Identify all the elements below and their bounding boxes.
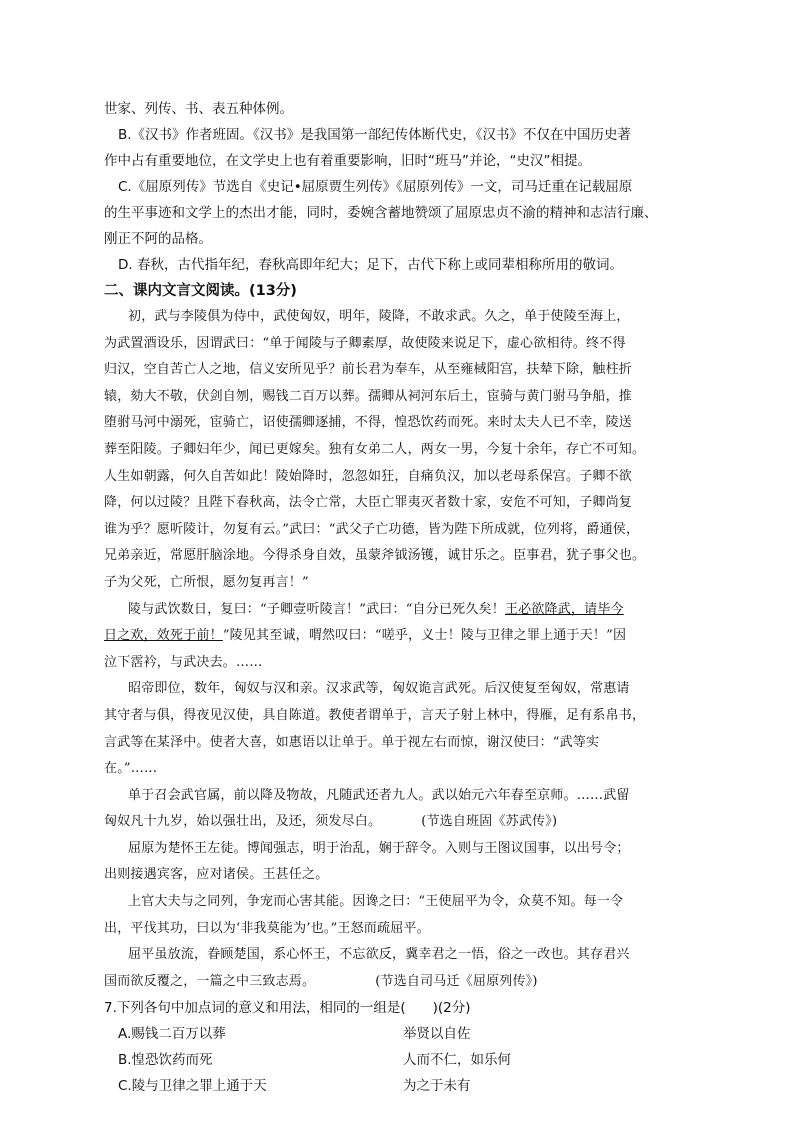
passage-line: 单于召会武官属，前以降及物故，凡随武还者九人。武以始元六年春至京师。……武留	[128, 787, 630, 803]
passage-line: 在。”……	[104, 761, 158, 777]
passage-line: 国而欲反覆之，一篇之中三致志焉。 (节选自司马迁《屈原列传》)	[104, 969, 684, 996]
passage-line: 言武等在某泽中。使者大喜，如惠语以让单于。单于视左右而惊，谢汉使曰：“武等实	[104, 734, 600, 750]
passage-line: 屈原为楚怀王左徒。博闻强志，明于治乱，娴于辞令。入则与王图议国事，以出号令；	[128, 840, 630, 856]
question-stem: 7.下列各句中加点词的意义和用法，相同的一组是( )(2分)	[104, 1000, 471, 1017]
passage-line: 昭帝即位，数年，匈奴与汉和亲。汉求武等，匈奴诡言武死。后汉使复至匈奴，常惠请	[128, 681, 630, 697]
passage-line: 初，武与李陵俱为侍中，武使匈奴，明年，陵降，不敢求武。久之，单于使陵至海上，	[128, 309, 630, 324]
option-d-line1: D. 春秋，古代指年纪，春秋高即年纪大；足下，古代下称上或同辈相称所用的敬词。	[118, 257, 623, 273]
option-left: A.赐钱二百万以葬	[118, 1026, 226, 1043]
option-b-line2: 作中占有重要地位，在文学史上也有着重要影响，旧时“班马”并论，“史汉”相提。	[104, 153, 591, 169]
passage-line: 辕，劾大不敬，伏剑自刎，赐钱二百万以葬。孺卿从祠河东后土，宦骑与黄门驸马争船，推	[104, 388, 633, 404]
passage-line: 出则接遇宾客，应对诸侯。王甚任之。	[104, 867, 329, 883]
passage-line: 出，平伐其功，曰以为‘非我莫能为’也。”王怒而疏屈平。	[104, 920, 430, 936]
passage-line: 陵与武饮数日，复曰：“子卿壹听陵言！”武曰：“自分已死久矣！王必欲降武，请毕今	[128, 601, 624, 617]
underlined-text: 日之欢，效死于前！	[104, 628, 223, 644]
option-b-line1: B.《汉书》作者班固。《汉书》是我国第一部纪传体断代史，《汉书》不仅在中国历史著	[118, 127, 632, 143]
passage-line: 上官大夫与之同列，争宠而心害其能。因谗之曰：“王使屈平为令，众莫不知。每一令	[128, 894, 624, 910]
option-right: 人而不仁，如乐何	[403, 1052, 511, 1069]
source-citation: (节选自司马迁《屈原列传》)	[375, 973, 538, 989]
option-right: 举贤以自佐	[403, 1026, 471, 1043]
section-heading: 二、课内文言文阅读。(13分)	[104, 283, 297, 299]
question-option-row	[104, 1073, 684, 1099]
passage-line: 屈平虽放流，眷顾楚国，系心怀王，不忘欲反，冀幸君之一悟，俗之一改也。其存君兴	[128, 947, 630, 963]
option-c-line3: 刚正不阿的品格。	[104, 231, 212, 247]
option-left: B.惶恐饮药而死	[118, 1052, 213, 1069]
passage-line: 兄弟亲近，常愿肝脑涂地。今得杀身自效，虽蒙斧钺汤镬，诚甘乐之。臣事君，犹子事父也。	[104, 548, 646, 564]
passage-line: 为武置酒设乐，因谓武曰：“单于闻陵与子卿素厚，故使陵来说足下，虚心欲相待。终不得	[104, 335, 626, 351]
passage-line: 日之欢，效死于前！”陵见其至诚，喟然叹曰：“嗟乎，义士！陵与卫律之罪上通于天！”因	[104, 628, 627, 644]
passage-line: 泣下霑衿，与武决去。……	[104, 654, 263, 670]
question-option-row	[104, 1047, 684, 1073]
passage-line: 降，何以过陵？且陛下春秋高，法令亡常，大臣亡罪夷灭者数十家，安危不可知，子卿尚复	[104, 495, 633, 511]
document-page	[104, 96, 684, 1099]
source-citation: (节选自班固《苏武传》)	[421, 814, 558, 830]
option-right: 为之于未有	[403, 1078, 471, 1095]
passage-line: 堕驸马河中溺死，宦骑亡，诏使孺卿逐捕，不得，惶恐饮药而死。来时太夫人已不幸，陵送	[104, 415, 633, 431]
option-left: C.陵与卫律之罪上通于天	[118, 1078, 267, 1095]
passage-line: 子为父死，亡所恨，愿勿复再言！”	[104, 574, 309, 590]
passage-line: 人生如朝露，何久自苦如此！陵始降时，忽忽如狂，自痛负汉，加以老母系保宫。子卿不欲	[104, 468, 633, 484]
passage-line: 归汉，空自苦亡人之地，信义安所见乎？前长君为奉车，从至雍棫阳宫，扶辇下除，触柱折	[104, 362, 633, 378]
option-c-line1: C.《屈原列传》节选自《史记•屈原贾生列传》《屈原列传》一文，司马迁重在记载屈原	[118, 179, 633, 195]
option-a-tail: 世家、列传、书、表五种体例。	[104, 101, 293, 117]
option-c-line2: 的生平事迹和文学上的杰出才能，同时，委婉含蓄地赞颂了屈原忠贞不渝的精神和志洁行廉、	[104, 205, 658, 221]
passage-line: 葬至阳陵。子卿妇年少，闻已更嫁矣。独有女弟二人，两女一男，今复十余年，存亡不可知。	[104, 441, 646, 457]
question-option-row	[104, 1021, 684, 1047]
passage-line: 匈奴凡十九岁，始以强壮出，及还，须发尽白。 (节选自班固《苏武传》)	[104, 809, 684, 836]
passage-line: 谁为乎？愿听陵计，勿复有云。”武曰：“武父子亡功德，皆为陛下所成就，位列将，爵通侯，	[104, 521, 640, 537]
underlined-text: 王必欲降武，请毕今	[504, 601, 624, 617]
passage-line: 其守者与俱，得夜见汉使，具自陈道。教使者谓单于，言天子射上林中，得雁，足有系帛书，	[104, 707, 646, 723]
